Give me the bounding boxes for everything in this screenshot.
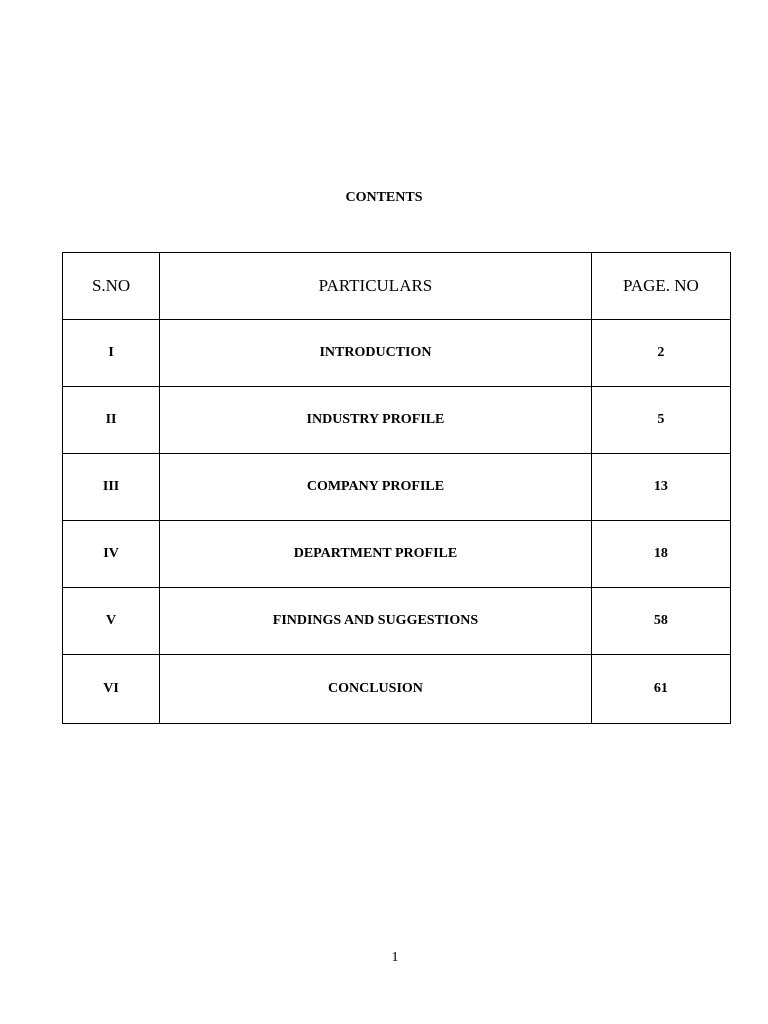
table-header-row xyxy=(63,253,731,320)
header-sno: S.NO xyxy=(63,253,160,320)
header-particulars: PARTICULARS xyxy=(160,253,592,320)
row-page-no: 61 xyxy=(591,655,730,724)
table-row xyxy=(63,588,731,655)
row-page-no: 18 xyxy=(591,521,730,588)
row-page-no: 2 xyxy=(591,320,730,387)
row-sno: IV xyxy=(63,521,160,588)
row-page-no: 5 xyxy=(591,387,730,454)
row-sno: I xyxy=(63,320,160,387)
row-particulars: CONCLUSION xyxy=(160,655,592,724)
row-particulars: FINDINGS AND SUGGESTIONS xyxy=(160,588,592,655)
row-sno: II xyxy=(63,387,160,454)
table-row xyxy=(63,454,731,521)
row-particulars: INTRODUCTION xyxy=(160,320,592,387)
row-page-no: 58 xyxy=(591,588,730,655)
row-particulars: DEPARTMENT PROFILE xyxy=(160,521,592,588)
row-particulars: INDUSTRY PROFILE xyxy=(160,387,592,454)
row-sno: VI xyxy=(63,655,160,724)
contents-table xyxy=(62,252,731,724)
page-title: CONTENTS xyxy=(345,190,423,205)
row-sno: III xyxy=(63,454,160,521)
row-particulars: COMPANY PROFILE xyxy=(160,454,592,521)
table-row xyxy=(63,521,731,588)
header-page-no: PAGE. NO xyxy=(591,253,730,320)
page-number: 1 xyxy=(391,950,399,965)
table-row xyxy=(63,320,731,387)
table-row xyxy=(63,387,731,454)
row-page-no: 13 xyxy=(591,454,730,521)
table-row xyxy=(63,655,731,724)
row-sno: V xyxy=(63,588,160,655)
